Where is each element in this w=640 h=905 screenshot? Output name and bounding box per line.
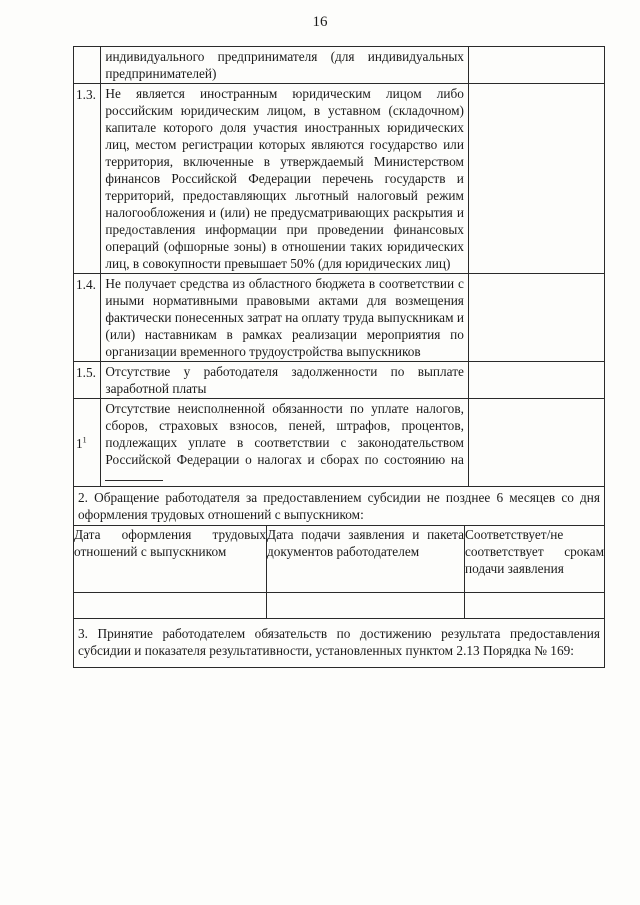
subtable-empty-row bbox=[74, 592, 604, 618]
subtable-header-row bbox=[74, 526, 604, 592]
column-header-application-date: Дата подачи заявления и пакета документов работодателем bbox=[267, 526, 465, 592]
section-3-header bbox=[74, 619, 605, 668]
section-3-title: 3. Принятие работодателем обязательств по достижению результата предоставления субсидии и показателя результативности, установленных пунктом 2.13 Порядка № 169: bbox=[74, 619, 605, 668]
table-row bbox=[74, 399, 605, 487]
column-header-compliance: Соответствует/не соответствует срокам подачи заявления bbox=[465, 526, 605, 592]
section-2-columns bbox=[74, 526, 605, 619]
row-number: 1.3. bbox=[74, 84, 101, 274]
row-text: Не получает средства из областного бюджета в соответствии с иными нормативными правовыми актами для возмещения фактически понесенных затрат на оплату труда выпускникам и (или) наставникам в рамках реализации мероприятия по организации временного трудоустройства выпускников bbox=[101, 274, 469, 362]
row-text bbox=[101, 399, 469, 487]
empty-cell bbox=[465, 592, 605, 618]
check-cell bbox=[468, 274, 604, 362]
check-cell bbox=[468, 47, 604, 84]
section-2-title: 2. Обращение работодателя за предоставлением субсидии не позднее 6 месяцев со дня оформления трудовых отношений с выпускником: bbox=[74, 487, 605, 526]
section-2-header bbox=[74, 487, 605, 526]
table-row bbox=[74, 84, 605, 274]
table-row bbox=[74, 274, 605, 362]
row-text-content: Отсутствие неисполненной обязанности по уплате налогов, сборов, страховых взносов, пеней, штрафов, процентов, подлежащих уплате в соответствии с законодательством Российской Федерации о налогах и сборах по состоянию на bbox=[105, 401, 464, 467]
section-2-subtable bbox=[74, 526, 604, 618]
row-text: Отсутствие у работодателя задолженности по выплате заработной платы bbox=[101, 362, 469, 399]
empty-cell bbox=[267, 592, 465, 618]
empty-cell bbox=[74, 592, 267, 618]
date-blank-line bbox=[105, 468, 163, 481]
row-number-main: 1 bbox=[76, 436, 83, 451]
row-number: 1.4. bbox=[74, 274, 101, 362]
section-2-columns-row bbox=[74, 526, 605, 619]
criteria-table bbox=[73, 46, 605, 668]
check-cell bbox=[468, 399, 604, 487]
page-number: 16 bbox=[312, 14, 328, 30]
table-row bbox=[74, 362, 605, 399]
table-row bbox=[74, 47, 605, 84]
check-cell bbox=[468, 362, 604, 399]
row-number bbox=[74, 399, 101, 487]
row-number bbox=[74, 47, 101, 84]
row-text: индивидуального предпринимателя (для индивидуальных предпринимателей) bbox=[101, 47, 469, 84]
row-number: 1.5. bbox=[74, 362, 101, 399]
row-number-superscript: 1 bbox=[82, 435, 87, 445]
column-header-hire-date: Дата оформления трудовых отношений с выпускником bbox=[74, 527, 266, 559]
row-text: Не является иностранным юридическим лицом либо российским юридическим лицом, в уставном (складочном) капитале которого доля участия иностранных юридических лиц, местом регистрации которых являются государство или территория, включенные в утверждаемый Министерством финансов Российской Федерации перечень государств и территорий, предоставляющих льготный налоговый режим налогообложения и (или) не предусматривающих раскрытия и предоставления информации при проведении финансовых операций (офшорные зоны) в отношении таких юридических лиц, в совокупности превышает 50% (для юридических лиц) bbox=[101, 84, 469, 274]
check-cell bbox=[468, 84, 604, 274]
